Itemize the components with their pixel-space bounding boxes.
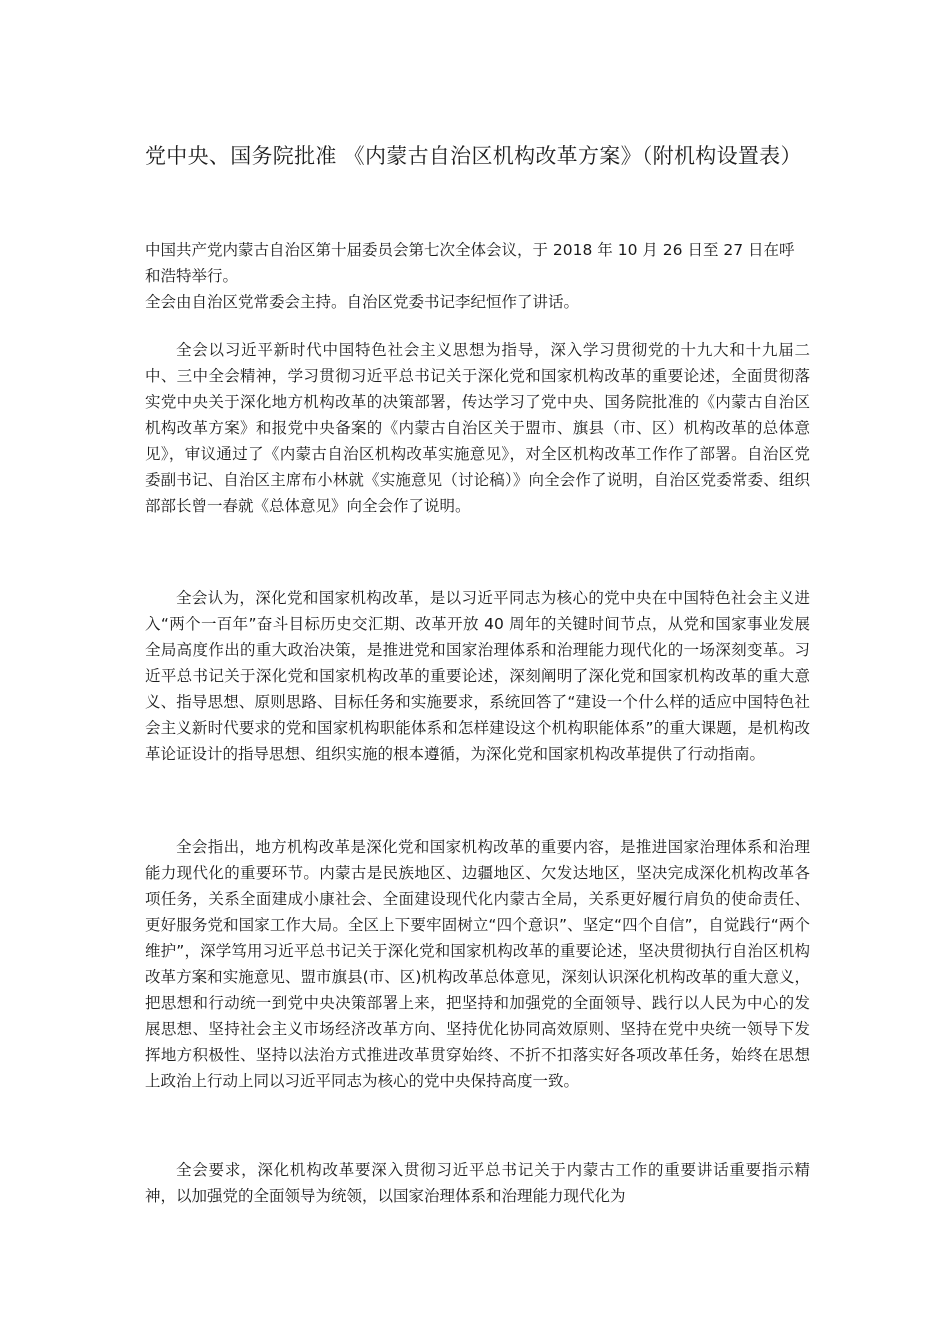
document-title: 党中央、国务院批准 《内蒙古自治区机构改革方案》（附机构设置表） [145,144,802,168]
paragraph-4: 全会要求，深化机构改革要深入贯彻习近平总书记关于内蒙古工作的重要讲话重要指示精神，以加强党的全面领导为统领，以国家治理体系和治理能力现代化为 [145,1161,810,1205]
paragraph-1: 全会以习近平新时代中国特色社会主义思想为指导，深入学习贯彻党的十九大和十九届二中、三中全会精神，学习贯彻习近平总书记关于深化党和国家机构改革的重要论述，全面贯彻落实党中央关于深化地方机构改革的决策部署，传达学习了党中央、国务院批准的《内蒙古自治区机构改革方案》和报党中央备案的《内蒙古自治区关于盟市、旗县（市、区）机构改革的总体意见》，审议通过了《内蒙古自治区机构改革实施意见》，对全区机构改革工作作了部署。自治区党委副书记、自治区主席布小林就《实施意见（讨论稿）》向全会作了说明，自治区党委常委、组织部部长曾一春就《总体意见》向全会作了说明。 [145,341,810,515]
intro-line-1: 中国共产党内蒙古自治区第十届委员会第七次全体会议，于 2018 年 10 月 26 日至 27 日在呼和浩特举行。 [145,241,795,285]
intro-line-2: 全会由自治区党常委会主持。自治区党委书记李纪恒作了讲话。 [145,293,580,311]
intro-block [145,237,810,315]
paragraph-3: 全会指出，地方机构改革是深化党和国家机构改革的重要内容，是推进国家治理体系和治理能力现代化的重要环节。内蒙古是民族地区、边疆地区、欠发达地区，坚决完成深化机构改革各项任务，关系全面建成小康社会、全面建设现代化内蒙古全局，关系更好履行肩负的使命责任、更好服务党和国家工作大局。全区上下要牢固树立“四个意识”、坚定“四个自信”，自觉践行“两个维护”，深学笃用习近平总书记关于深化党和国家机构改革的重要论述，坚决贯彻执行自治区机构改革方案和实施意见、盟市旗县(市、区)机构改革总体意见，深刻认识深化机构改革的重大意义，把思想和行动统一到党中央决策部署上来，把坚持和加强党的全面领导、践行以人民为中心的发展思想、坚持社会主义市场经济改革方向、坚持优化协同高效原则、坚持在党中央统一领导下发挥地方积极性、坚持以法治方式推进改革贯穿始终、不折不扣落实好各项改革任务，始终在思想上政治上行动上同以习近平同志为核心的党中央保持高度一致。 [145,838,810,1090]
paragraph-2: 全会认为，深化党和国家机构改革，是以习近平同志为核心的党中央在中国特色社会主义进入“两个一百年”奋斗目标历史交汇期、改革开放 40 周年的关键时间节点，从党和国家事业发展全局高度作出的重大政治决策，是推进党和国家治理体系和治理能力现代化的一场深刻变革。习近平总书记关于深化党和国家机构改革的重要论述，深刻阐明了深化党和国家机构改革的重大意义、指导思想、原则思路、目标任务和实施要求，系统回答了“建设一个什么样的适应中国特色社会主义新时代要求的党和国家机构职能体系和怎样建设这个机构职能体系”的重大课题，是机构改革论证设计的指导思想、组织实施的根本遵循，为深化党和国家机构改革提供了行动指南。 [145,589,810,763]
